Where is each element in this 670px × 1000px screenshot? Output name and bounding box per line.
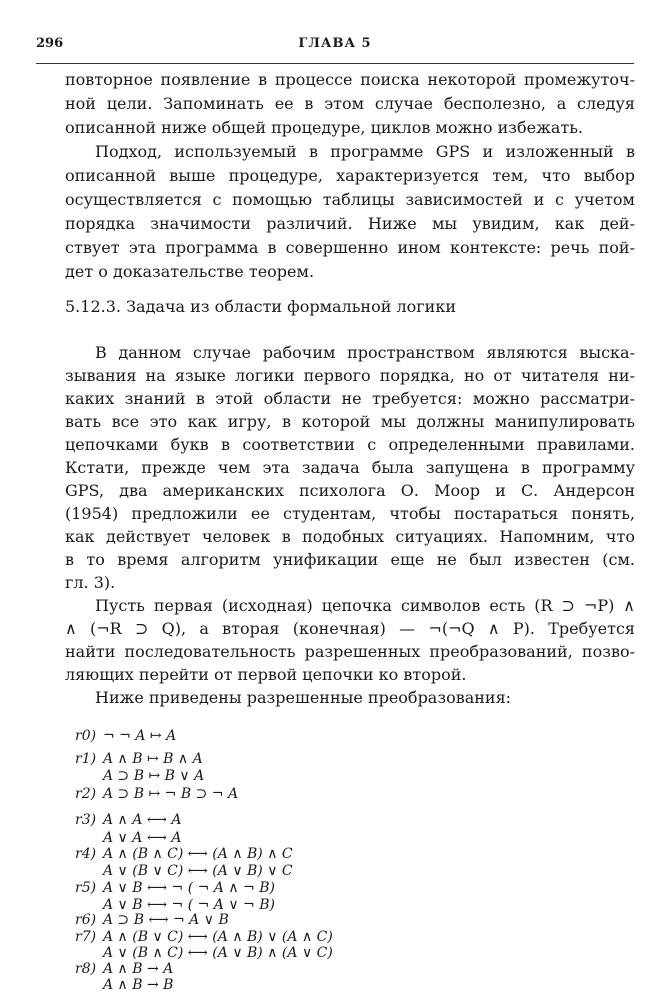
rule-row bbox=[0, 897, 670, 913]
rule-expression: A ∧ B → A bbox=[103, 961, 174, 977]
rule-row bbox=[0, 977, 670, 993]
rule-expression: A ∧ A ⟷ A bbox=[103, 812, 182, 828]
text-line: как действует человек в подобных ситуациях. Напомним, что bbox=[65, 527, 635, 546]
text-line: каких знаний в этой области не требуется: можно рассматри- bbox=[65, 389, 635, 408]
text-line: Кстати, прежде чем эта задача была запущена в программу bbox=[65, 458, 635, 477]
rule-label: r8) bbox=[75, 961, 97, 977]
rule-row bbox=[0, 846, 670, 862]
rule-row bbox=[0, 728, 670, 744]
text-line: ной цели. Запоминать ее в этом случае бесполезно, а следуя bbox=[65, 94, 635, 113]
text-line: ствует эта программа в совершенно ином контексте: речь пой- bbox=[65, 238, 635, 257]
rule-label: r5) bbox=[75, 880, 97, 896]
rule-label: r7) bbox=[75, 929, 97, 945]
page-number: 296 bbox=[36, 36, 64, 51]
rule-expression: A ∧ B ↦ B ∧ A bbox=[103, 751, 203, 767]
text-line: дет о доказательстве теорем. bbox=[65, 262, 315, 281]
rule-row bbox=[0, 812, 670, 828]
text-line: осуществляется с помощью таблицы зависимостей и с учетом bbox=[65, 190, 635, 209]
rule-label: r0) bbox=[75, 728, 97, 744]
text-line: гл. 3). bbox=[65, 573, 116, 592]
text-line: ляющих перейти от первой цепочки ко второй. bbox=[65, 665, 467, 684]
rule-row bbox=[0, 945, 670, 961]
rule-expression: A ∧ (B ∨ C) ⟷ (A ∧ B) ∨ (A ∧ C) bbox=[103, 929, 333, 945]
rule-row bbox=[0, 786, 670, 802]
rule-expression: A ⊃ B ↦ ¬ B ⊃ ¬ A bbox=[103, 786, 239, 802]
rule-row bbox=[0, 863, 670, 879]
rule-expression: A ⊃ B ↦ B ∨ A bbox=[103, 768, 205, 784]
text-line: зывания на языке логики первого порядка, но от читателя ни- bbox=[65, 366, 635, 385]
rule-expression: A ∨ (B ∨ C) ⟷ (A ∨ B) ∨ C bbox=[103, 863, 293, 879]
text-line: найти последовательность разрешенных преобразований, позво- bbox=[65, 642, 635, 661]
rule-row bbox=[0, 830, 670, 846]
header-rule bbox=[36, 63, 634, 64]
rule-row bbox=[0, 751, 670, 767]
rule-label: r6) bbox=[75, 912, 97, 928]
text-line: ∧ (¬R ⊃ Q), а вторая (конечная) — ¬(¬Q ∧ P). Требуется bbox=[65, 619, 635, 638]
text-line: Ниже приведены разрешенные преобразования: bbox=[95, 688, 512, 707]
text-line: (1954) предложили ее студентам, чтобы постараться понять, bbox=[65, 504, 635, 523]
text-line: вать все это как игру, в которой мы должны манипулировать bbox=[65, 412, 635, 431]
text-line: повторное появление в процессе поиска некоторой промежуточ- bbox=[65, 70, 635, 89]
rule-row bbox=[0, 880, 670, 896]
rule-expression: A ∧ B → B bbox=[103, 977, 174, 993]
rule-expression: A ∨ (B ∧ C) ⟷ (A ∨ B) ∧ (A ∨ C) bbox=[103, 945, 333, 961]
rule-label: r4) bbox=[75, 846, 97, 862]
text-line: В данном случае рабочим пространством являются выска- bbox=[95, 343, 635, 362]
chapter-title: ГЛАВА 5 bbox=[298, 36, 372, 51]
rule-expression: A ∨ B ⟷ ¬ ( ¬ A ∨ ¬ B) bbox=[103, 897, 275, 913]
text-line: GPS, два американских психолога О. Моор и С. Андерсон bbox=[65, 481, 635, 500]
text-line: цепочками букв в соответствии с определенными правилами. bbox=[65, 435, 635, 454]
running-header bbox=[36, 36, 634, 56]
rule-expression: A ⊃ B ⟷ ¬ A ∨ B bbox=[103, 912, 229, 928]
rule-label: r3) bbox=[75, 812, 97, 828]
rule-expression: ¬ ¬ A ↦ A bbox=[103, 728, 177, 744]
rule-expression: A ∨ A ⟷ A bbox=[103, 830, 182, 846]
text-line: порядка значимости различий. Ниже мы увидим, как дей- bbox=[65, 214, 635, 233]
rule-expression: A ∨ B ⟷ ¬ ( ¬ A ∧ ¬ B) bbox=[103, 880, 275, 896]
text-line: описанной выше процедуре, характеризуется тем, что выбор bbox=[65, 166, 635, 185]
text-line: Пусть первая (исходная) цепочка символов есть (R ⊃ ¬P) ∧ bbox=[95, 596, 635, 615]
rule-label: r1) bbox=[75, 751, 97, 767]
rule-row bbox=[0, 929, 670, 945]
rule-row bbox=[0, 912, 670, 928]
text-line: в то время алгоритм унификации еще не был известен (см. bbox=[65, 550, 635, 569]
rule-row bbox=[0, 961, 670, 977]
text-line: Подход, используемый в программе GPS и изложенный в bbox=[95, 142, 635, 161]
text-line: описанной ниже общей процедуре, циклов можно избежать. bbox=[65, 118, 583, 137]
rule-label: r2) bbox=[75, 786, 97, 802]
rule-row bbox=[0, 768, 670, 784]
section-heading: 5.12.3. Задача из области формальной логики bbox=[65, 297, 456, 316]
rule-expression: A ∧ (B ∧ C) ⟷ (A ∧ B) ∧ C bbox=[103, 846, 293, 862]
